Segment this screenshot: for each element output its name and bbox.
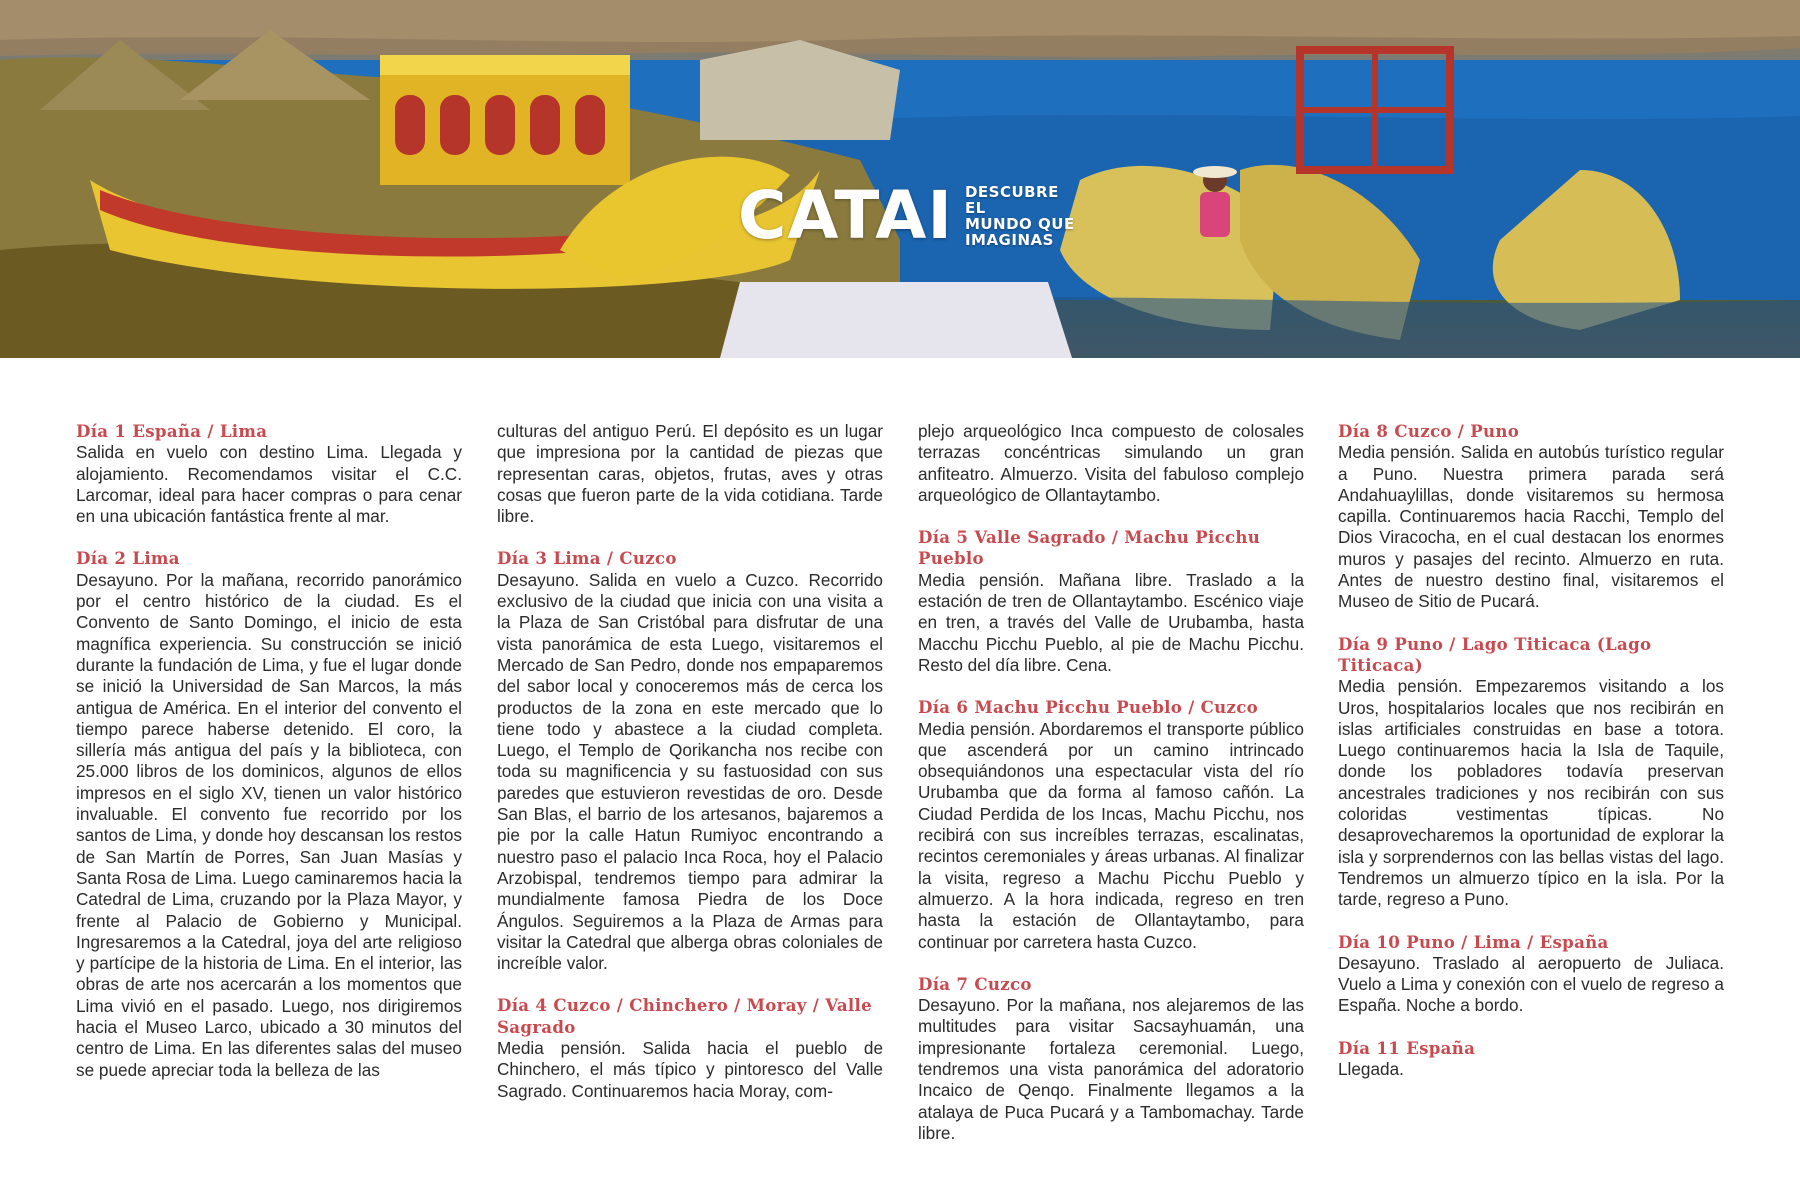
day-10	[1338, 932, 1724, 1017]
logo-tagline	[965, 184, 1083, 248]
day-2-continued	[497, 421, 883, 527]
catai-logo	[738, 177, 1083, 254]
tagline-line: DESCUBRE EL	[964, 183, 1059, 217]
day-text: Media pensión. Salida en autobús turístico regular a Puno. Nuestra primera parada será Andahuaylillas, donde visitaremos su hermosa capilla. Continuaremos hacia Racchi, Templo del Dios Viracocha, en el cual destacan los enormes muros y pasajes del recinto. Almuerzo en ruta. Antes de nuestro destino final, visitaremos el Museo de Sitio de Pucará.	[1338, 442, 1724, 612]
day-8	[1338, 421, 1724, 613]
day-2	[76, 548, 462, 1080]
day-3	[497, 548, 883, 974]
day-text: Media pensión. Mañana libre. Traslado a la estación de tren de Ollantaytambo. Escénico viaje en tren, a través del Valle de Urubamba, hasta Macchu Picchu Pueblo, al pie de Machu Picchu. Resto del día libre. Cena.	[918, 569, 1304, 675]
day-text: Desayuno. Por la mañana, recorrido panorámico por el centro histórico de la ciudad. Es el Convento de Santo Domingo, el inicio de esta magnífica experiencia. Su construcción se inició durante la fundación de Lima, y fue el lugar donde se inició la Universidad de San Marcos, la más antigua de América. En el interior del convento el tiempo parece haberse detenido. El coro, la sillería más antigua del país y la biblioteca, con 25.000 libros de los dominicos, algunos de ellos impresos en el siglo XV, tienen un valor histórico invaluable. El convento fue recorrido por los santos de Lima, y donde hoy descansan los restos de San Martín de Porres, San Juan Masías y Santa Rosa de Lima. Luego caminaremos hacia la Catedral de Lima, cruzando por la Plaza Mayor, y frente al Palacio de Gobierno y Municipal. Ingresaremos a la Catedral, joya del arte religioso y partícipe de la historia de Lima. En el interior, las obras de arte nos acercarán a los momentos que Lima vivió en el pasado. Luego, nos dirigiremos hacia el Museo Larco, ubicado a 30 minutos del centro de Lima. En las diferentes salas del museo se puede apreciar toda la belleza de las	[76, 569, 462, 1080]
logo-word: CATAI	[738, 177, 953, 254]
day-title: Día 10 Puno / Lima / España	[1338, 931, 1609, 952]
day-text: Desayuno. Traslado al aeropuerto de Juliaca. Vuelo a Lima y conexión con el vuelo de regreso a España. Noche a bordo.	[1338, 952, 1724, 1016]
day-text: Media pensión. Salida hacia el pueblo de Chinchero, el más típico y pintoresco del Valle Sagrado. Continuaremos hacia Moray, com-	[497, 1038, 883, 1101]
itinerary-column-1	[76, 421, 462, 1102]
itinerary-column-3	[918, 421, 1304, 1165]
day-title: Día 6 Machu Picchu Pueblo / Cuzco	[918, 697, 1259, 718]
hero-photo	[0, 0, 1800, 358]
day-title: Día 8 Cuzco / Puno	[1338, 421, 1520, 441]
day-title: Día 5 Valle Sagrado / Machu Picchu Pueblo	[918, 527, 1261, 569]
day-text: Media pensión. Abordaremos el transporte público que ascenderá por un camino intrincado obsequiándonos una espectacular vista del río Urubamba que da forma al famoso cañón. La Ciudad Perdida de los Incas, Machu Picchu, nos recibirá con sus increíbles terrazas, escalinatas, recintos ceremoniales y áreas urbanas. Al finalizar la visita, regreso a Machu Picchu Pueblo y almuerzo. A la hora indicada, regreso en tren hasta la estación de Ollantaytambo, para continuar por carretera hasta Cuzco.	[918, 718, 1304, 952]
itinerary-column-4	[1338, 421, 1724, 1101]
day-title: Día 2 Lima	[76, 548, 180, 569]
day-text: culturas del antiguo Perú. El depósito es un lugar que impresiona por la cantidad de piezas que representan caras, objetos, frutas, aves y otras cosas que fueron parte de la vida cotidiana. Tarde libre.	[497, 421, 883, 527]
day-text: Media pensión. Empezaremos visitando a los Uros, hospitalarios locales que nos recibirán en islas artificiales construidas en base a totora. Luego continuaremos hacia la Isla de Taquile, donde los pobladores todavía preservan ancestrales tradiciones y nos recibirán con sus coloridas vestimentas típicas. No desaprovecharemos la oportunidad de explorar la isla y sorprendernos con las bellas vistas del lago. Tendremos un almuerzo típico en la isla. Por la tarde, regreso a Puno.	[1338, 676, 1724, 910]
day-1	[76, 421, 462, 527]
day-text: Llegada.	[1338, 1059, 1404, 1080]
day-9	[1338, 634, 1724, 911]
day-text: Desayuno. Por la mañana, nos alejaremos de las multitudes para visitar Sacsayhuamán, una impresionante fortaleza ceremonial. Luego, tendremos una vista panorámica del adoratorio Incaico de Qenqo. Finalmente llegamos a la atalaya de Puca Pucará y a Tambomachay. Tarde libre.	[918, 995, 1304, 1143]
day-title: Día 9 Puno / Lago Titicaca (Lago Titicaca)	[1338, 633, 1652, 675]
day-title: Día 7 Cuzco	[918, 973, 1032, 994]
day-title: Día 3 Lima / Cuzco	[497, 548, 677, 569]
day-7	[918, 974, 1304, 1144]
day-title: Día 11 España	[1338, 1037, 1476, 1058]
day-6	[918, 697, 1304, 953]
day-text: Desayuno. Salida en vuelo a Cuzco. Recorrido exclusivo de la ciudad que inicia con una visita a la Plaza de San Cristóbal para disfrutar de una vista panorámica de esta Luego, visitaremos el Mercado de San Pedro, donde nos empaparemos del sabor local y conoceremos más de cerca los productos de la zona en este mercado que lo tiene todo y abastece a la ciudad completa. Luego, el Templo de Qorikancha nos recibe con toda su magnificencia y su fastuosidad con sus paredes que estuvieron revestidas de oro. Desde San Blas, el barrio de los artesanos, bajaremos a pie por la calle Hatun Rumiyoc encontrando a nuestro paso el palacio Inca Roca, hoy el Palacio Arzobispal, tendremos tiempo para admirar la mundialmente famosa Piedra de los Doce Ángulos. Seguiremos a la Plaza de Armas para visitar la Catedral que alberga obras coloniales de increíble valor.	[497, 569, 883, 974]
tagline-line: MUNDO QUE	[964, 215, 1075, 233]
day-text: plejo arqueológico Inca compuesto de colosales terrazas concéntricas simulando un gran anfiteatro. Almuerzo. Visita del fabuloso complejo arqueológico de Ollantaytambo.	[918, 421, 1304, 505]
itinerary-columns	[76, 421, 1726, 1141]
day-4-continued	[918, 421, 1304, 506]
day-5	[918, 527, 1304, 676]
day-4	[497, 995, 883, 1101]
day-11	[1338, 1038, 1724, 1081]
day-title: Día 1 España / Lima	[76, 421, 268, 441]
day-title: Día 4 Cuzco / Chinchero / Moray / Valle Sagrado	[497, 995, 872, 1037]
tagline-line: IMAGINAS	[964, 231, 1054, 249]
itinerary-column-2	[497, 421, 883, 1123]
day-text: Salida en vuelo con destino Lima. Llegada y alojamiento. Recomendamos visitar el C.C. Larcomar, ideal para hacer compras o para cenar en una ubicación fantástica frente al mar.	[76, 442, 462, 527]
